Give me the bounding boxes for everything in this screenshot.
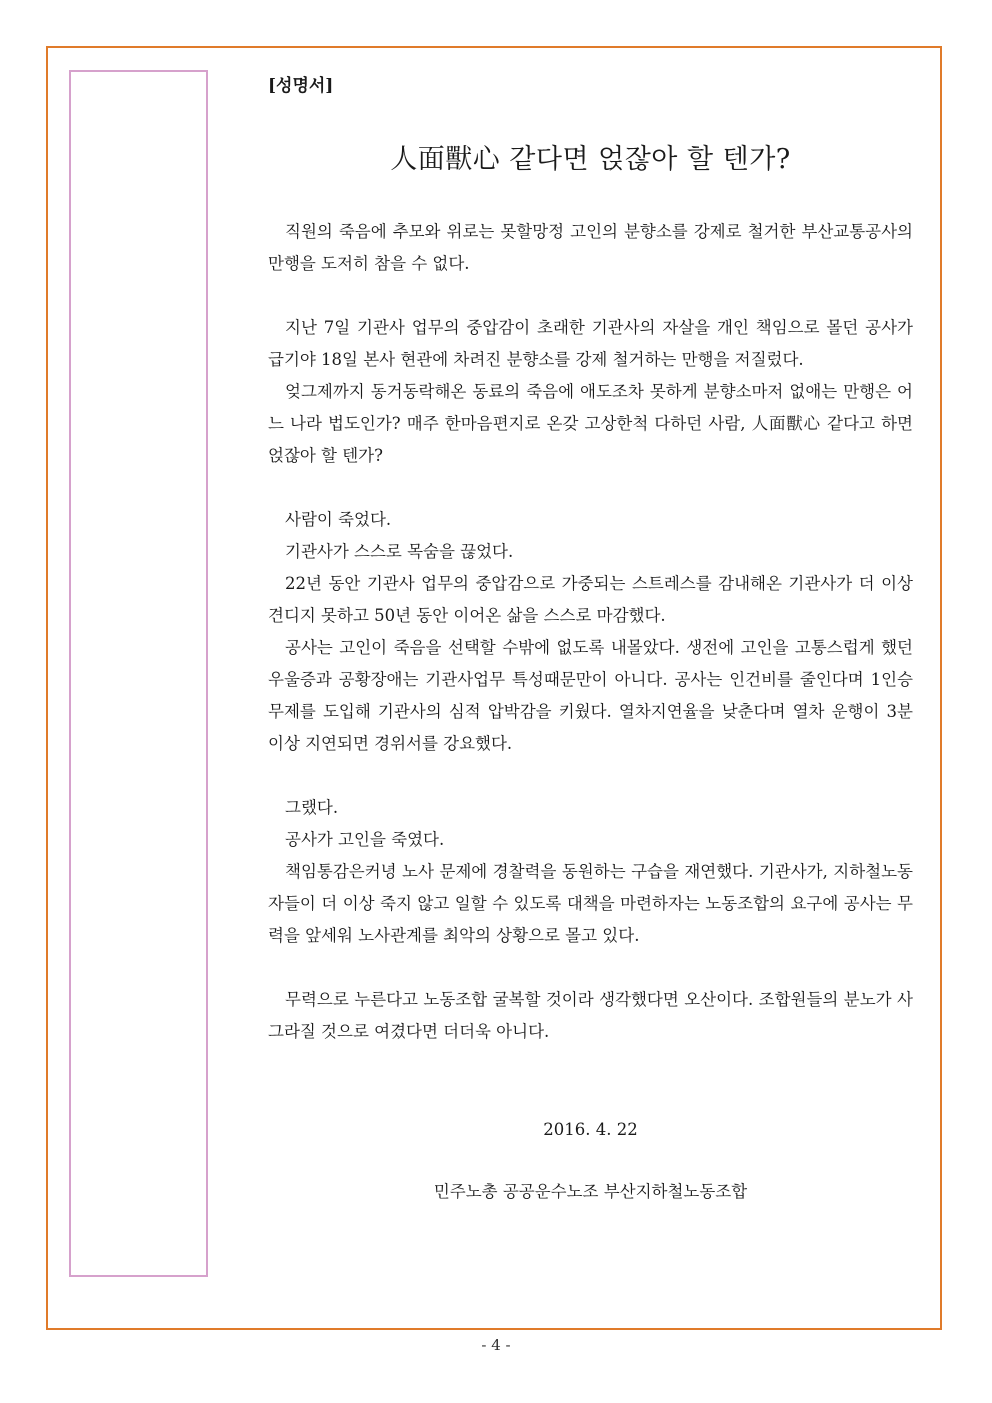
document-title: 人面獸心 같다면 얹잖아 할 텐가? — [390, 144, 791, 175]
statement-text — [268, 216, 913, 1048]
document-body — [268, 70, 913, 1208]
paragraph: 사람이 죽었다. — [285, 510, 392, 529]
statement-date: 2016. 4. 22 — [543, 1120, 638, 1139]
paragraph: 공사가 고인을 죽였다. — [285, 830, 445, 849]
paragraph: 공사는 고인이 죽음을 선택할 수밖에 없도록 내몰았다. 생전에 고인을 고통스럽게 했던 우울증과 공황장애는 기관사업무 특성때문만이 아니다. 공사는 인건비를 줄인다며 1인승무제를 도입해 기관사의 심적 압박감을 키웠다. 열차지연율을 낮춘다며 열차 운행이 3분 이상 지연되면 경위서를 강요했다. — [268, 638, 913, 753]
paragraph: 지난 7일 기관사 업무의 중압감이 초래한 기관사의 자살을 개인 책임으로 몰던 공사가 급기야 18일 본사 현관에 차려진 분향소를 강제 철거하는 만행을 저질렀다. — [268, 318, 913, 369]
paragraph: 직원의 죽음에 추모와 위로는 못할망정 고인의 분향소를 강제로 철거한 부산교통공사의 만행을 도저히 참을 수 없다. — [268, 222, 913, 273]
issuing-organization: 민주노총 공공운수노조 부산지하철노동조합 — [433, 1182, 748, 1201]
paragraph: 그랬다. — [285, 798, 339, 817]
paragraph: 책임통감은커녕 노사 문제에 경찰력을 동원하는 구습을 재연했다. 기관사가, 지하철노동자들이 더 이상 죽지 않고 일할 수 있도록 대책을 마련하자는 노동조합의 요구에 공사는 무력을 앞세워 노사관계를 최악의 상황으로 몰고 있다. — [268, 862, 913, 945]
side-margin-box — [69, 70, 208, 1277]
paragraph: 22년 동안 기관사 업무의 중압감으로 가중되는 스트레스를 감내해온 기관사가 더 이상 견디지 못하고 50년 동안 이어온 삶을 스스로 마감했다. — [268, 574, 913, 625]
paragraph: 무력으로 누른다고 노동조합 굴복할 것이라 생각했다면 오산이다. 조합원들의 분노가 사그라질 것으로 여겼다면 더더욱 아니다. — [268, 990, 913, 1041]
document-type-tag: [성명서] — [268, 76, 334, 96]
page-number: - 4 - — [481, 1336, 511, 1354]
paragraph: 기관사가 스스로 목숨을 끊었다. — [285, 542, 514, 561]
paragraph: 엊그제까지 동거동락해온 동료의 죽음에 애도조차 못하게 분향소마저 없애는 만행은 어느 나라 법도인가? 매주 한마음편지로 온갖 고상한척 다하던 사람, 人面獸心 같다고 하면 얹잖아 할 텐가? — [268, 382, 913, 465]
